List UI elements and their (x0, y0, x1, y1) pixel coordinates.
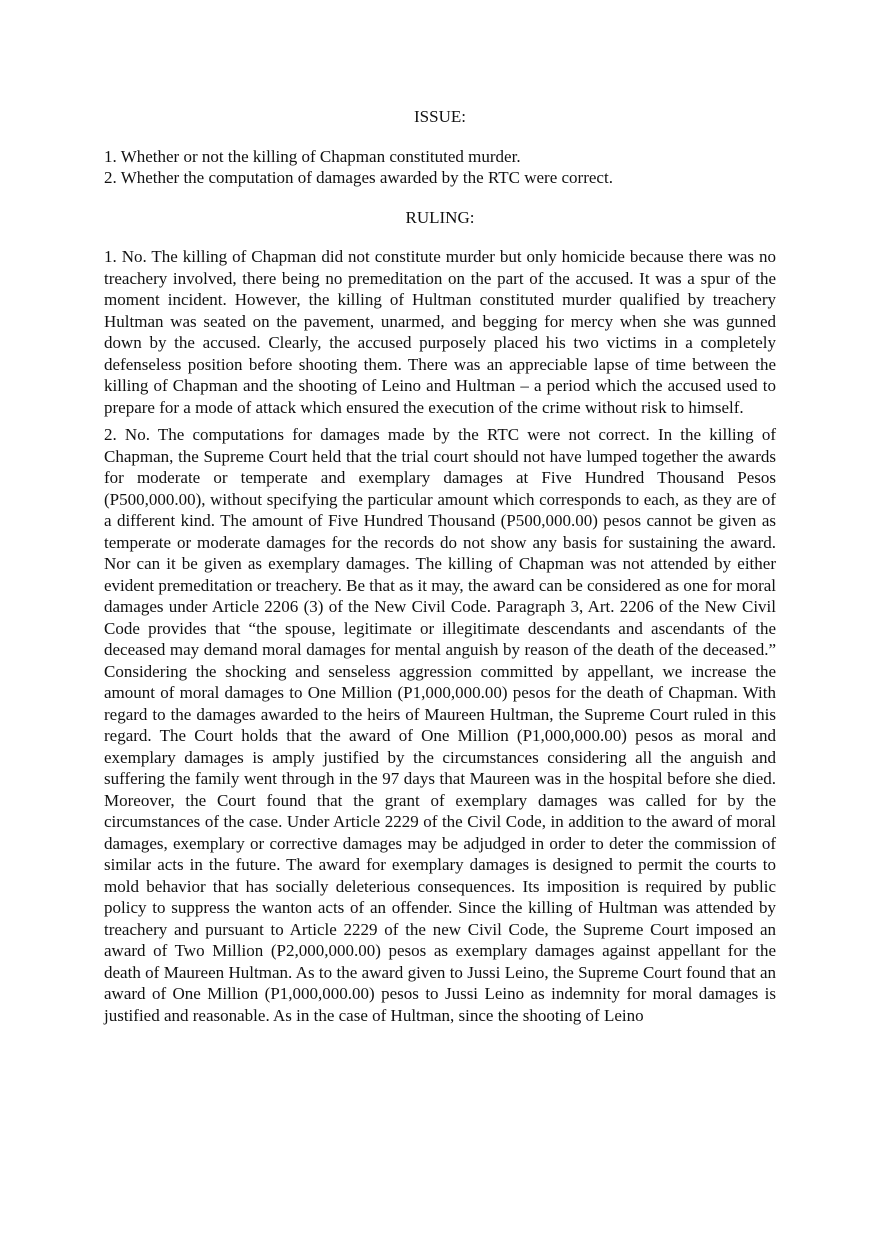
issue-item: 2. Whether the computation of damages awarded by the RTC were correct. (104, 168, 613, 187)
issue-list (104, 146, 776, 189)
document-body (104, 106, 776, 1026)
ruling-paragraph-2: 2. No. The computations for damages made by the RTC were not correct. In the killing of Chapman, the Supreme Court held that the trial court should not have lumped together the awards for moderate or temperate and exemplary damages at Five Hundred Thousand Pesos (P500,000.00), without specifying the particular amount which corresponds to each, as they are of a different kind. The amount of Five Hundred Thousand (P500,000.00) pesos cannot be given as temperate or moderate damages for the records do not show any basis for sustaining the award. Nor can it be given as exemplary damages. The killing of Chapman was not attended by either evident premeditation or treachery. Be that as it may, the award can be considered as one for moral damages under Article 2206 (3) of the New Civil Code. Paragraph 3, Art. 2206 of the New Civil Code provides that “the spouse, legitimate or illegitimate descendants and ascendants of the deceased may demand moral damages for mental anguish by reason of the death of the deceased.” Considering the shocking and senseless aggression committed by appellant, we increase the amount of moral damages to One Million (P1,000,000.00) pesos for the death of Chapman. With regard to the damages awarded to the heirs of Maureen Hultman, the Supreme Court ruled in this regard. The Court holds that the award of One Million (P1,000,000.00) pesos as moral and exemplary damages is amply justified by the circumstances considering all the anguish and suffering the family went through in the 97 days that Maureen was in the hospital before she died. Moreover, the Court found that the grant of exemplary damages was called for by the circumstances of the case. Under Article 2229 of the Civil Code, in addition to the award of moral damages, exemplary or corrective damages may be adjudged in order to deter the commission of similar acts in the future. The award for exemplary damages is designed to permit the courts to mold behavior that has socially deleterious consequences. Its imposition is required by public policy to suppress the wanton acts of an offender. Since the killing of Hultman was attended by treachery and pursuant to Article 2229 of the new Civil Code, the Supreme Court imposed an award of Two Million (P2,000,000.00) pesos as exemplary damages against appellant for the death of Maureen Hultman. As to the award given to Jussi Leino, the Supreme Court found that an award of One Million (P1,000,000.00) pesos to Jussi Leino as indemnity for moral damages is justified and reasonable. As in the case of Hultman, since the shooting of Leino (104, 425, 776, 1025)
issue-heading: ISSUE: (414, 107, 466, 126)
ruling-heading: RULING: (405, 207, 475, 227)
ruling-paragraph-1: 1. No. The killing of Chapman did not constitute murder but only homicide because there was no treachery involved, there being no premeditation on the part of the accused. It was a spur of the moment incident. However, the killing of Hultman constituted murder qualified by treachery Hultman was seated on the pavement, unarmed, and begging for mercy when she was gunned down by the accused. Clearly, the accused purposely placed his two victims in a completely defenseless position before shooting them. There was an appreciable lapse of time between the killing of Chapman and the shooting of Leino and Hultman – a period which the accused used to prepare for a mode of attack which ensured the execution of the crime without risk to himself. (104, 247, 776, 417)
issue-item: 1. Whether or not the killing of Chapman constituted murder. (104, 146, 521, 166)
